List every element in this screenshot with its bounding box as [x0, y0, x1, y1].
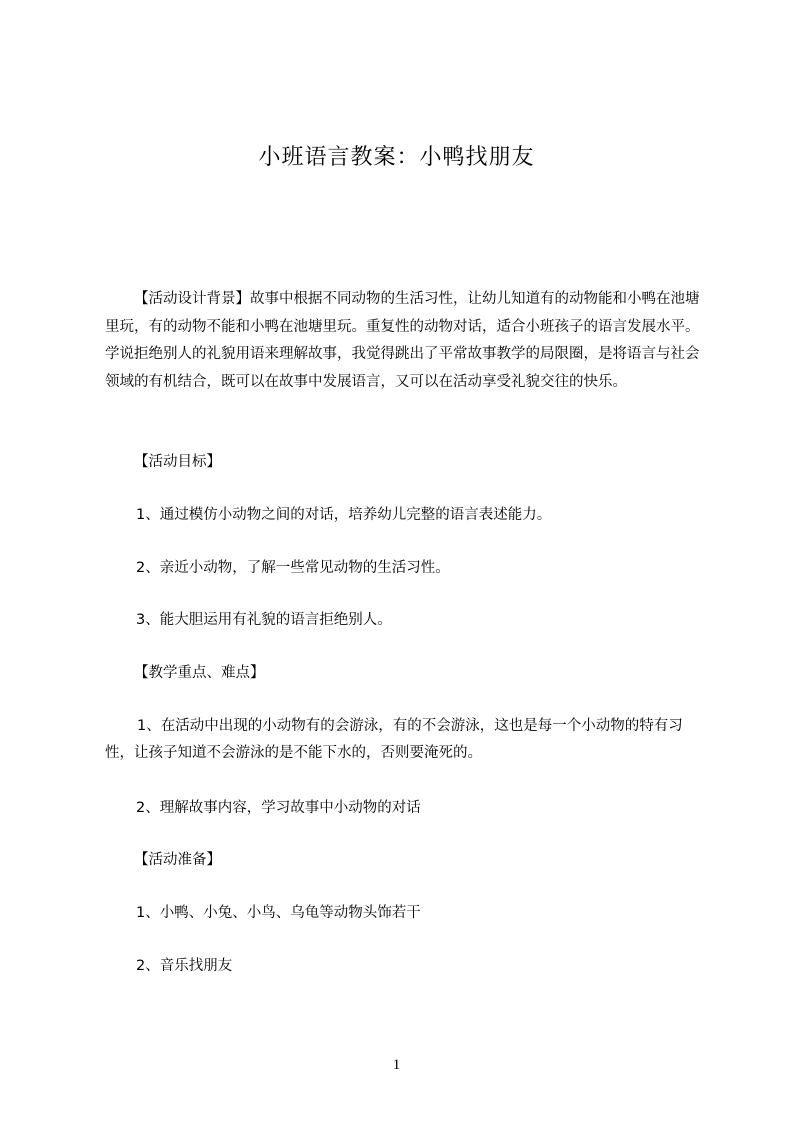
background-paragraph: 【活动设计背景】故事中根据不同动物的生活习性，让幼儿知道有的动物能和小鸭在池塘里玩，有的动物不能和小鸭在池塘里玩。重复性的动物对话，适合小班孩子的语言发展水平。学说拒绝别人的礼貌用语来理解故事，我觉得跳出了平常故事教学的局限圈，是将语言与社会领域的有机结合，既可以在故事中发展语言，又可以在活动享受礼貌交往的快乐。 — [105, 291, 700, 390]
goal-item: 1、通过模仿小动物之间的对话，培养幼儿完整的语言表述能力。 — [136, 507, 552, 523]
goal-item: 2、亲近小动物，了解一些常见动物的生活习性。 — [136, 560, 450, 576]
key-point-item: 2、理解故事内容，学习故事中小动物的对话 — [136, 800, 421, 816]
preparation-heading: 【活动准备】 — [134, 852, 221, 868]
preparation-item: 1、小鸭、小兔、小鸟、乌龟等动物头饰若干 — [136, 905, 421, 921]
goals-heading: 【活动目标】 — [134, 454, 221, 470]
goal-item: 3、能大胆运用有礼貌的语言拒绝别人。 — [136, 612, 392, 628]
document-title: 小班语言教案：小鸭找朋友 — [258, 145, 535, 170]
key-point-item: 1、在活动中出现的小动物有的会游泳，有的不会游泳，这也是每一个小动物的特有习性，让孩子知道不会游泳的是不能下水的，否则要淹死的。 — [105, 718, 683, 761]
page-number: 1 — [392, 1057, 401, 1073]
key-points-heading: 【教学重点、难点】 — [134, 665, 265, 681]
preparation-item: 2、音乐找朋友 — [136, 958, 233, 974]
